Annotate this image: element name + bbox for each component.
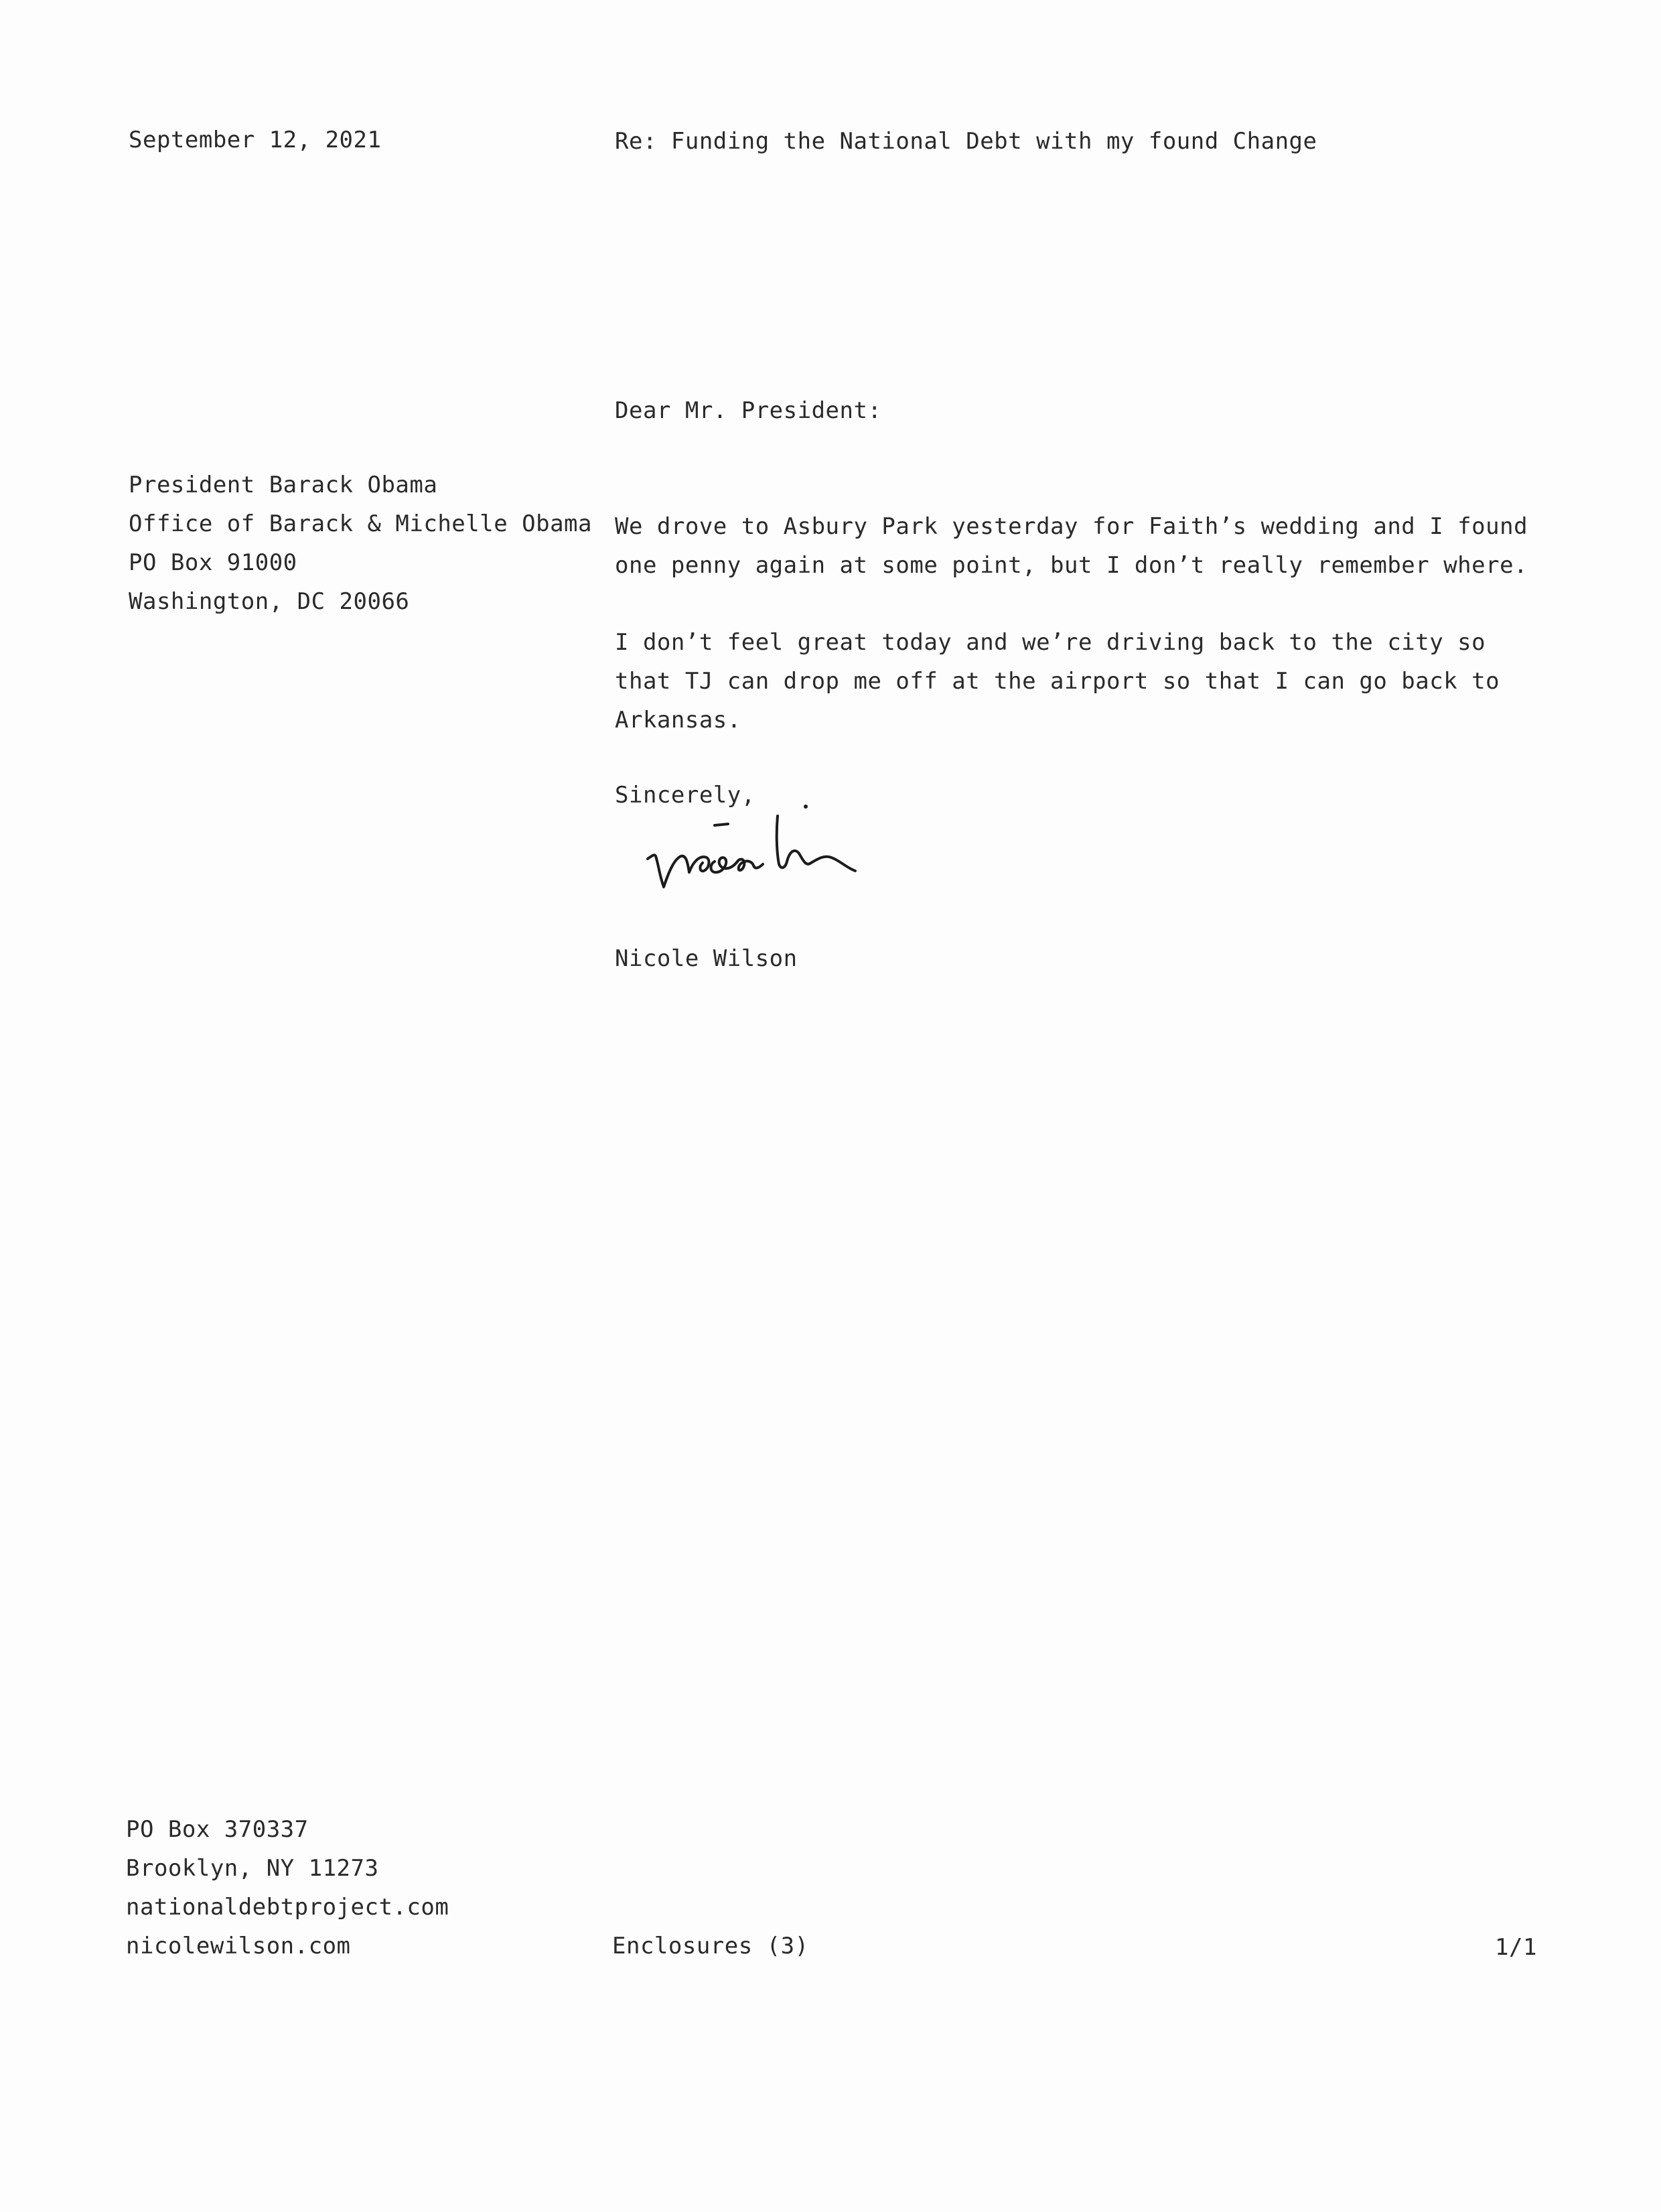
paragraph-line: that TJ can drop me off at the airport so that I can go back to [615, 668, 1500, 695]
body-paragraph-1 [615, 507, 1528, 585]
sender-website-personal: nicolewilson.com [126, 1933, 351, 1959]
closing: Sincerely, [615, 782, 755, 809]
letter-date: September 12, 2021 [129, 127, 382, 153]
recipient-name: President Barack Obama [129, 472, 438, 498]
paragraph-line: Arkansas. [615, 707, 741, 734]
handwritten-signature [640, 797, 988, 918]
paragraph-line: We drove to Asbury Park yesterday for Faith’s wedding and I found [615, 513, 1528, 540]
recipient-office: Office of Barack & Michelle Obama [129, 510, 593, 537]
enclosures: Enclosures (3) [612, 1933, 809, 1959]
paragraph-line: one penny again at some point, but I don’t really remember where. [615, 552, 1528, 579]
sender-po-box: PO Box 370337 [126, 1816, 309, 1843]
sender-address [126, 1810, 449, 1965]
paragraph-line: I don’t feel great today and we’re driving back to the city so [615, 629, 1486, 656]
recipient-address [129, 466, 592, 621]
recipient-city: Washington, DC 20066 [129, 588, 410, 615]
body-paragraph-2 [615, 623, 1500, 740]
sender-city: Brooklyn, NY 11273 [126, 1855, 379, 1882]
salutation: Dear Mr. President: [615, 397, 882, 424]
signer-name: Nicole Wilson [615, 945, 798, 972]
letter-subject: Re: Funding the National Debt with my found Change [615, 128, 1317, 155]
recipient-po-box: PO Box 91000 [129, 549, 297, 576]
sender-website-project: nationaldebtproject.com [126, 1894, 449, 1921]
page-number: 1/1 [1495, 1934, 1537, 1961]
